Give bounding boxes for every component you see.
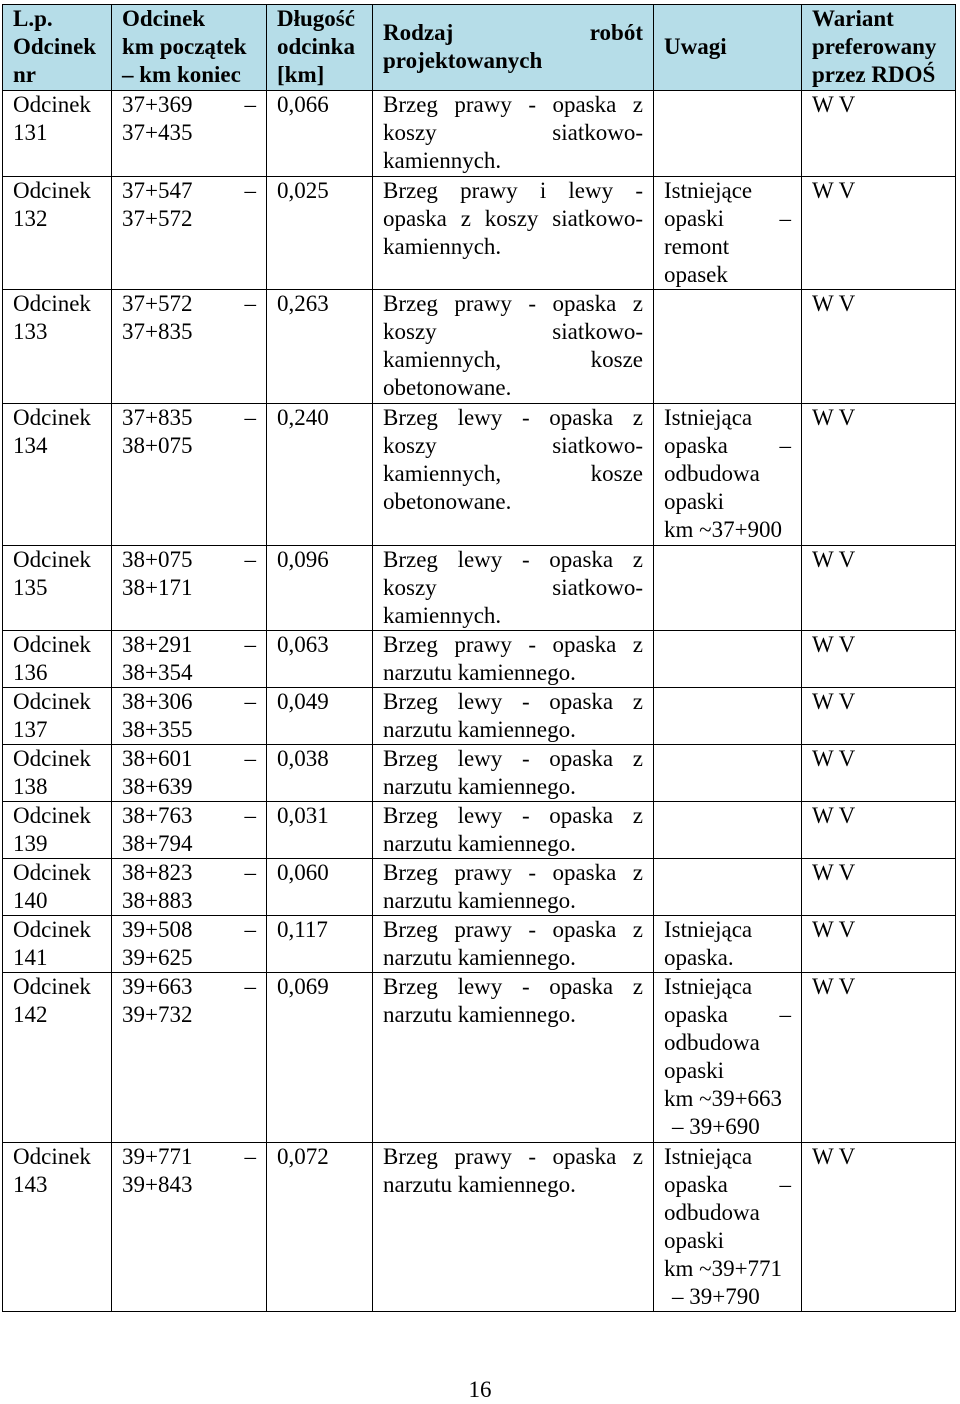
cell-works: Brzeg lewy - opaska z narzutu kamiennego. xyxy=(373,688,654,745)
cell-lp: Odcinek 141 xyxy=(3,916,112,973)
cell-length: 0,063 xyxy=(267,631,373,688)
table-row xyxy=(3,631,956,688)
cell-km: 37+835 – 38+075 xyxy=(112,404,267,546)
page-number: 16 xyxy=(468,1377,492,1402)
cell-works: Brzeg lewy - opaska z koszy siatkowo- kamiennych. xyxy=(373,546,654,631)
cell-variant: W V xyxy=(802,177,956,290)
cell-length: 0,072 xyxy=(267,1143,373,1312)
cell-km: 37+369 – 37+435 xyxy=(112,91,267,177)
cell-km: 38+823 – 38+883 xyxy=(112,859,267,916)
cell-works: Brzeg lewy - opaska z narzutu kamiennego. xyxy=(373,745,654,802)
cell-notes: Istniejąca opaska – odbudowa opaski km ~37+900 xyxy=(654,404,802,546)
cell-variant: W V xyxy=(802,859,956,916)
cell-lp: Odcinek 142 xyxy=(3,973,112,1143)
cell-lp: Odcinek 134 xyxy=(3,404,112,546)
cell-km: 38+291 – 38+354 xyxy=(112,631,267,688)
cell-works: Brzeg prawy - opaska z koszy siatkowo- kamiennych, kosze obetonowane. xyxy=(373,290,654,404)
cell-notes xyxy=(654,745,802,802)
cell-lp: Odcinek 132 xyxy=(3,177,112,290)
header-notes: Uwagi xyxy=(654,5,802,91)
cell-notes xyxy=(654,688,802,745)
cell-lp: Odcinek 133 xyxy=(3,290,112,404)
cell-notes xyxy=(654,290,802,404)
table-row xyxy=(3,745,956,802)
table-row xyxy=(3,177,956,290)
cell-variant: W V xyxy=(802,290,956,404)
cell-length: 0,096 xyxy=(267,546,373,631)
cell-variant: W V xyxy=(802,631,956,688)
cell-km: 39+508 – 39+625 xyxy=(112,916,267,973)
cell-works: Brzeg lewy - opaska z narzutu kamiennego. xyxy=(373,802,654,859)
cell-variant: W V xyxy=(802,1143,956,1312)
table-row xyxy=(3,1143,956,1312)
cell-variant: W V xyxy=(802,404,956,546)
header-km: Odcinek km początek – km koniec xyxy=(112,5,267,91)
cell-lp: Odcinek 135 xyxy=(3,546,112,631)
header-variant: Wariant preferowany przez RDOŚ xyxy=(802,5,956,91)
cell-variant: W V xyxy=(802,745,956,802)
cell-length: 0,066 xyxy=(267,91,373,177)
cell-works: Brzeg prawy - opaska z narzutu kamiennego. xyxy=(373,1143,654,1312)
cell-works: Brzeg lewy - opaska z koszy siatkowo- kamiennych, kosze obetonowane. xyxy=(373,404,654,546)
cell-km: 38+075 – 38+171 xyxy=(112,546,267,631)
cell-lp: Odcinek 140 xyxy=(3,859,112,916)
cell-notes: Istniejąca opaska – odbudowa opaski km ~39+771 – 39+790 xyxy=(654,1143,802,1312)
cell-lp: Odcinek 136 xyxy=(3,631,112,688)
table-header-row xyxy=(3,5,956,91)
cell-lp: Odcinek 143 xyxy=(3,1143,112,1312)
cell-length: 0,049 xyxy=(267,688,373,745)
header-length: Długość odcinka [km] xyxy=(267,5,373,91)
header-works: Rodzaj robót projektowanych xyxy=(373,5,654,91)
cell-lp: Odcinek 138 xyxy=(3,745,112,802)
cell-works: Brzeg lewy - opaska z narzutu kamiennego. xyxy=(373,973,654,1143)
table-row xyxy=(3,802,956,859)
table-row xyxy=(3,404,956,546)
cell-length: 0,060 xyxy=(267,859,373,916)
table-row xyxy=(3,91,956,177)
cell-works: Brzeg prawy i lewy - opaska z koszy siatkowo- kamiennych. xyxy=(373,177,654,290)
table-row xyxy=(3,916,956,973)
cell-variant: W V xyxy=(802,916,956,973)
cell-notes xyxy=(654,802,802,859)
table-row xyxy=(3,290,956,404)
table-body xyxy=(3,91,956,1312)
cell-km: 38+763 – 38+794 xyxy=(112,802,267,859)
table-row xyxy=(3,546,956,631)
cell-km: 38+601 – 38+639 xyxy=(112,745,267,802)
cell-notes xyxy=(654,91,802,177)
cell-variant: W V xyxy=(802,91,956,177)
cell-works: Brzeg prawy - opaska z narzutu kamiennego. xyxy=(373,916,654,973)
cell-km: 37+547 – 37+572 xyxy=(112,177,267,290)
cell-variant: W V xyxy=(802,546,956,631)
table-row xyxy=(3,973,956,1143)
cell-km: 39+771 – 39+843 xyxy=(112,1143,267,1312)
cell-notes: Istniejąca opaska. xyxy=(654,916,802,973)
cell-works: Brzeg prawy - opaska z narzutu kamiennego. xyxy=(373,631,654,688)
cell-length: 0,117 xyxy=(267,916,373,973)
works-table xyxy=(2,4,956,1312)
header-lp: L.p. Odcinek nr xyxy=(3,5,112,91)
cell-variant: W V xyxy=(802,688,956,745)
cell-km: 38+306 – 38+355 xyxy=(112,688,267,745)
cell-length: 0,263 xyxy=(267,290,373,404)
cell-lp: Odcinek 131 xyxy=(3,91,112,177)
cell-length: 0,069 xyxy=(267,973,373,1143)
cell-variant: W V xyxy=(802,973,956,1143)
cell-length: 0,025 xyxy=(267,177,373,290)
table-row xyxy=(3,688,956,745)
cell-works: Brzeg prawy - opaska z narzutu kamiennego. xyxy=(373,859,654,916)
cell-notes xyxy=(654,859,802,916)
cell-notes xyxy=(654,546,802,631)
cell-notes: Istniejąca opaska – odbudowa opaski km ~39+663 – 39+690 xyxy=(654,973,802,1143)
cell-notes: Istniejące opaski – remont opasek xyxy=(654,177,802,290)
cell-lp: Odcinek 137 xyxy=(3,688,112,745)
cell-lp: Odcinek 139 xyxy=(3,802,112,859)
cell-works: Brzeg prawy - opaska z koszy siatkowo- kamiennych. xyxy=(373,91,654,177)
cell-km: 39+663 – 39+732 xyxy=(112,973,267,1143)
cell-variant: W V xyxy=(802,802,956,859)
cell-length: 0,038 xyxy=(267,745,373,802)
cell-length: 0,031 xyxy=(267,802,373,859)
cell-length: 0,240 xyxy=(267,404,373,546)
cell-notes xyxy=(654,631,802,688)
table-row xyxy=(3,859,956,916)
cell-km: 37+572 – 37+835 xyxy=(112,290,267,404)
